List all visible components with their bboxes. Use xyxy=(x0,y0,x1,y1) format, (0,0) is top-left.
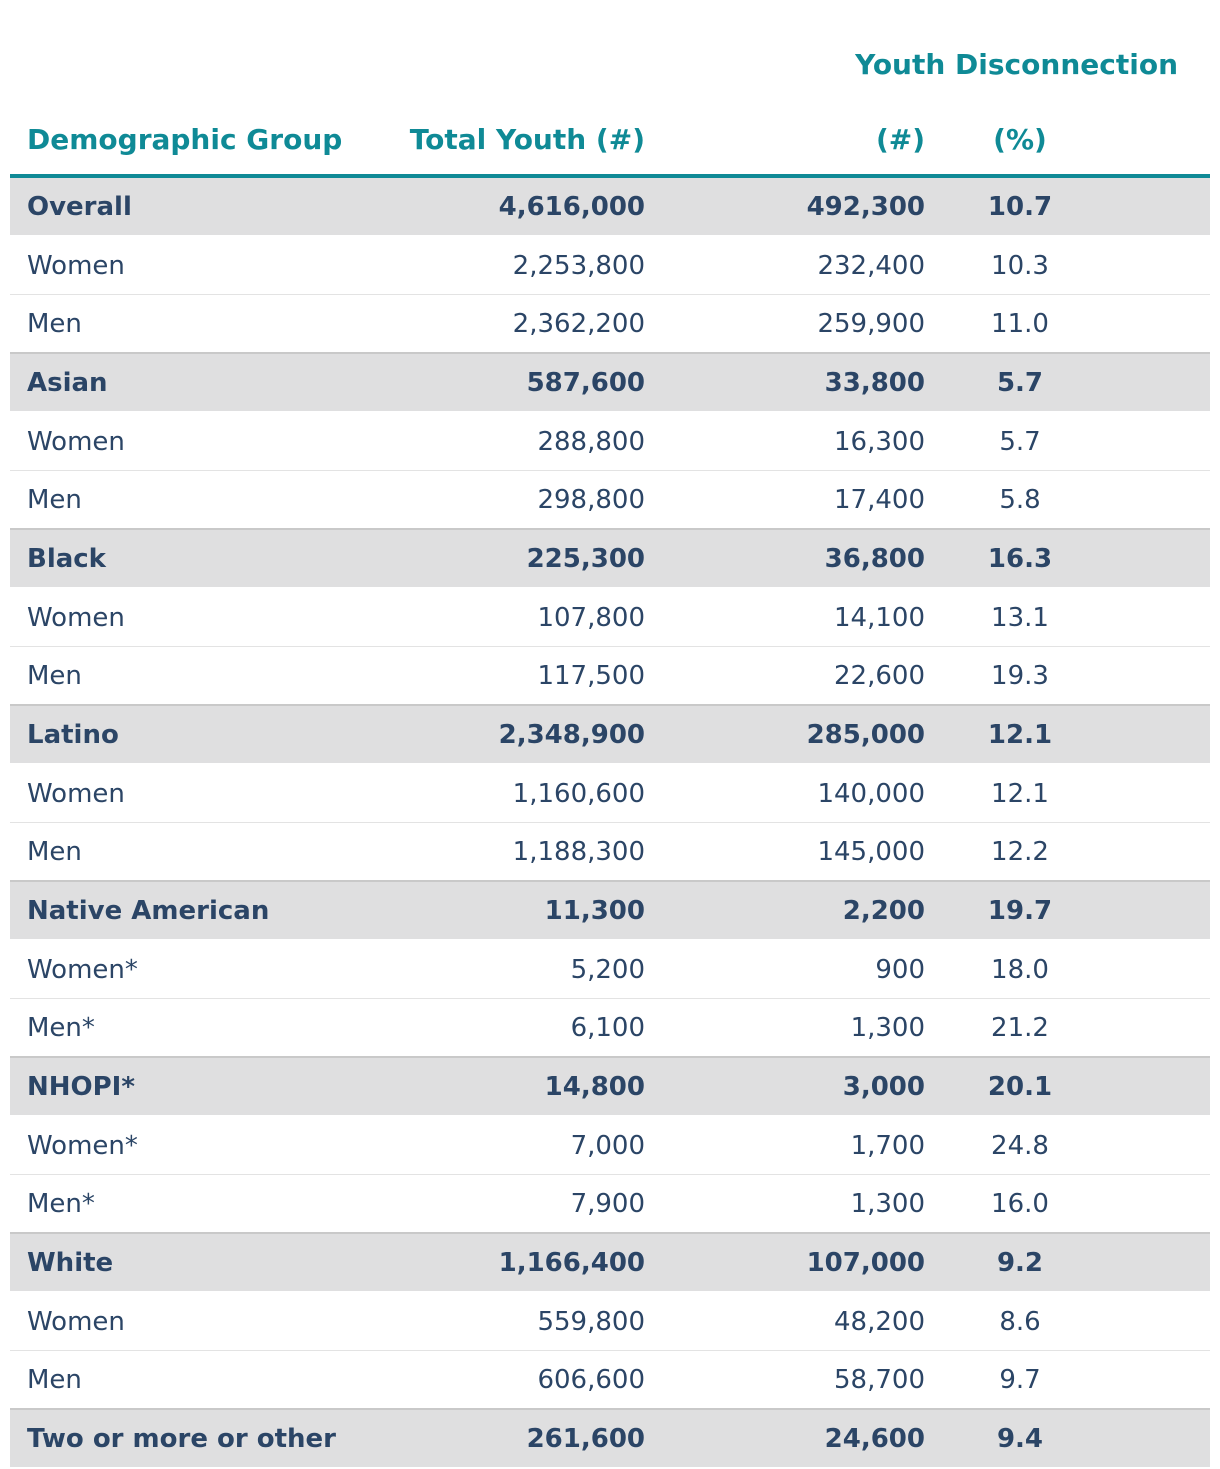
total-youth-cell: 2,348,900 xyxy=(370,705,645,764)
youth-disconnection-table xyxy=(10,104,1210,1469)
disconnected-count-cell: 107,000 xyxy=(645,1233,925,1292)
disconnected-count-cell: 36,800 xyxy=(645,529,925,588)
disconnected-count-cell: 1,300 xyxy=(645,999,925,1058)
row-label: Men* xyxy=(10,1175,370,1234)
column-header-disconnected-percent: (%) xyxy=(925,104,1210,176)
row-label: White xyxy=(10,1233,370,1292)
table-row-subgroup xyxy=(10,1292,1210,1351)
table-row-group xyxy=(10,705,1210,764)
total-youth-cell: 1,188,300 xyxy=(370,823,645,882)
total-youth-cell: 587,600 xyxy=(370,353,645,412)
table-row-subgroup xyxy=(10,823,1210,882)
table-row-subgroup xyxy=(10,999,1210,1058)
row-label: Women xyxy=(10,764,370,823)
total-youth-cell: 5,200 xyxy=(370,940,645,999)
disconnected-percent-cell: 13.1 xyxy=(925,588,1210,647)
row-label: Women* xyxy=(10,1116,370,1175)
table-row-group xyxy=(10,1409,1210,1468)
row-label: Overall xyxy=(10,176,370,236)
total-youth-cell: 298,800 xyxy=(370,471,645,530)
total-youth-cell: 261,600 xyxy=(370,1409,645,1468)
disconnected-count-cell: 24,600 xyxy=(645,1409,925,1468)
disconnected-count-cell: 58,700 xyxy=(645,1351,925,1410)
disconnected-count-cell: 145,000 xyxy=(645,823,925,882)
row-label: Women xyxy=(10,588,370,647)
row-label: Latino xyxy=(10,705,370,764)
disconnected-count-cell: 285,000 xyxy=(645,705,925,764)
disconnected-percent-cell: 12.2 xyxy=(925,823,1210,882)
row-label: Men xyxy=(10,647,370,706)
disconnected-percent-cell: 9.7 xyxy=(925,1351,1210,1410)
row-label: Black xyxy=(10,529,370,588)
table-row-group xyxy=(10,1233,1210,1292)
disconnected-percent-cell: 21.2 xyxy=(925,999,1210,1058)
table-row-subgroup xyxy=(10,295,1210,354)
disconnected-percent-cell: 8.6 xyxy=(925,1292,1210,1351)
table-row-subgroup xyxy=(10,1175,1210,1234)
disconnected-count-cell: 14,100 xyxy=(645,588,925,647)
total-youth-cell: 288,800 xyxy=(370,412,645,471)
row-label: Men xyxy=(10,823,370,882)
row-label: Men xyxy=(10,295,370,354)
row-label: Men xyxy=(10,471,370,530)
row-label: Women xyxy=(10,236,370,295)
column-header-demographic-group: Demographic Group xyxy=(10,104,370,176)
disconnected-count-cell: 17,400 xyxy=(645,471,925,530)
table-row-subgroup xyxy=(10,412,1210,471)
disconnected-count-cell: 22,600 xyxy=(645,647,925,706)
disconnected-percent-cell: 5.7 xyxy=(925,412,1210,471)
disconnected-percent-cell: 16.0 xyxy=(925,1175,1210,1234)
table-header xyxy=(10,104,1210,176)
disconnected-percent-cell: 10.3 xyxy=(925,236,1210,295)
disconnected-percent-cell: 19.7 xyxy=(925,881,1210,940)
disconnected-count-cell: 900 xyxy=(645,940,925,999)
disconnected-percent-cell: 9.2 xyxy=(925,1233,1210,1292)
total-youth-cell: 7,900 xyxy=(370,1175,645,1234)
table-row-group xyxy=(10,353,1210,412)
table-row-subgroup xyxy=(10,471,1210,530)
disconnected-count-cell: 259,900 xyxy=(645,295,925,354)
total-youth-cell: 606,600 xyxy=(370,1351,645,1410)
total-youth-cell: 6,100 xyxy=(370,999,645,1058)
table-row-group xyxy=(10,881,1210,940)
disconnected-count-cell: 16,300 xyxy=(645,412,925,471)
total-youth-cell: 2,362,200 xyxy=(370,295,645,354)
total-youth-cell: 225,300 xyxy=(370,529,645,588)
total-youth-cell: 2,253,800 xyxy=(370,236,645,295)
table-row-subgroup xyxy=(10,1351,1210,1410)
table-body xyxy=(10,176,1210,1468)
row-label: Men* xyxy=(10,999,370,1058)
disconnected-count-cell: 48,200 xyxy=(645,1292,925,1351)
row-label: Women* xyxy=(10,940,370,999)
total-youth-cell: 11,300 xyxy=(370,881,645,940)
row-label: Native American xyxy=(10,881,370,940)
table-row-subgroup xyxy=(10,1116,1210,1175)
row-label: Asian xyxy=(10,353,370,412)
disconnected-count-cell: 492,300 xyxy=(645,176,925,236)
row-label: Two or more or other xyxy=(10,1409,370,1468)
table-row-subgroup xyxy=(10,236,1210,295)
disconnected-count-cell: 1,300 xyxy=(645,1175,925,1234)
table-row-subgroup xyxy=(10,588,1210,647)
disconnected-percent-cell: 24.8 xyxy=(925,1116,1210,1175)
header-row xyxy=(10,104,1210,176)
disconnected-count-cell: 3,000 xyxy=(645,1057,925,1116)
disconnected-percent-cell: 12.1 xyxy=(925,705,1210,764)
row-label: Women xyxy=(10,412,370,471)
disconnected-count-cell: 232,400 xyxy=(645,236,925,295)
row-label: Women xyxy=(10,1292,370,1351)
disconnected-count-cell: 1,700 xyxy=(645,1116,925,1175)
super-header xyxy=(10,48,1210,88)
total-youth-cell: 117,500 xyxy=(370,647,645,706)
disconnected-percent-cell: 12.1 xyxy=(925,764,1210,823)
disconnected-count-cell: 140,000 xyxy=(645,764,925,823)
disconnected-percent-cell: 5.7 xyxy=(925,353,1210,412)
table-row-group xyxy=(10,1057,1210,1116)
total-youth-cell: 559,800 xyxy=(370,1292,645,1351)
disconnected-percent-cell: 16.3 xyxy=(925,529,1210,588)
total-youth-cell: 4,616,000 xyxy=(370,176,645,236)
column-header-total-youth: Total Youth (#) xyxy=(370,104,645,176)
disconnected-percent-cell: 19.3 xyxy=(925,647,1210,706)
disconnected-percent-cell: 11.0 xyxy=(925,295,1210,354)
total-youth-cell: 1,160,600 xyxy=(370,764,645,823)
row-label: Men xyxy=(10,1351,370,1410)
total-youth-cell: 107,800 xyxy=(370,588,645,647)
table-row-group xyxy=(10,529,1210,588)
disconnected-percent-cell: 10.7 xyxy=(925,176,1210,236)
disconnected-percent-cell: 5.8 xyxy=(925,471,1210,530)
column-header-disconnected-count: (#) xyxy=(645,104,925,176)
table-row-subgroup xyxy=(10,764,1210,823)
total-youth-cell: 1,166,400 xyxy=(370,1233,645,1292)
table-row-subgroup xyxy=(10,647,1210,706)
disconnected-count-cell: 33,800 xyxy=(645,353,925,412)
disconnected-count-cell: 2,200 xyxy=(645,881,925,940)
total-youth-cell: 7,000 xyxy=(370,1116,645,1175)
disconnected-percent-cell: 20.1 xyxy=(925,1057,1210,1116)
disconnected-percent-cell: 9.4 xyxy=(925,1409,1210,1468)
row-label: NHOPI* xyxy=(10,1057,370,1116)
table-row-subgroup xyxy=(10,940,1210,999)
total-youth-cell: 14,800 xyxy=(370,1057,645,1116)
youth-disconnection-header: Youth Disconnection xyxy=(855,48,1178,81)
table-row-group xyxy=(10,176,1210,236)
disconnected-percent-cell: 18.0 xyxy=(925,940,1210,999)
